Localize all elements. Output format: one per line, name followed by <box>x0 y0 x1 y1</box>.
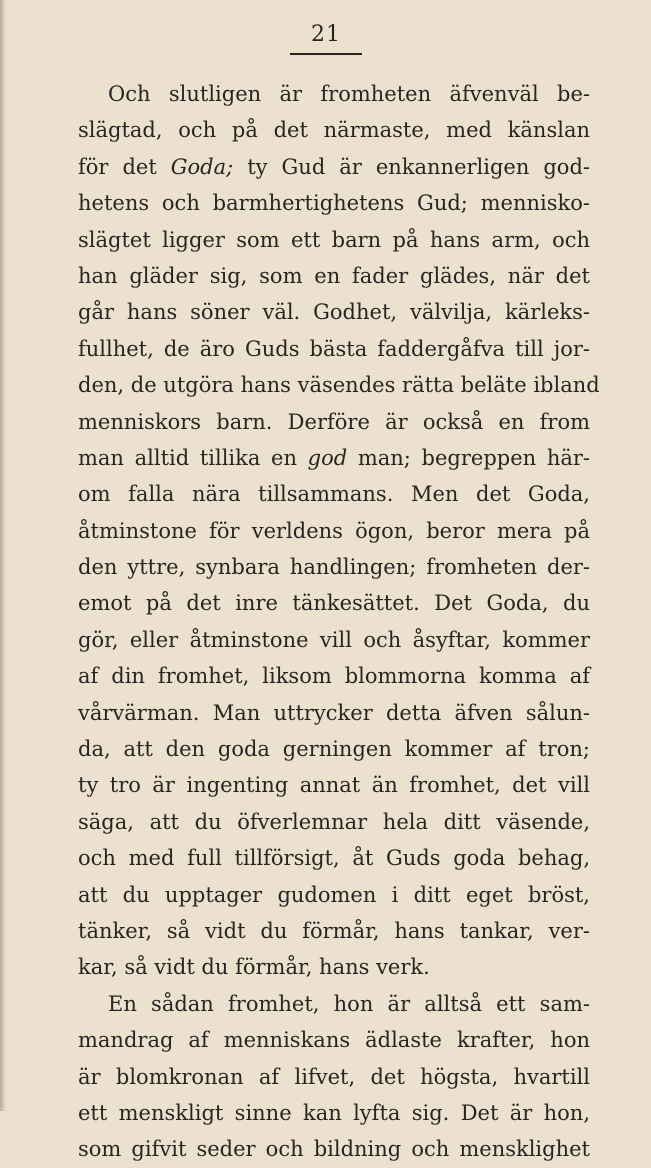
text-segment: åtminstone för verldens ögon, beror mera på <box>78 518 590 543</box>
text-line <box>78 549 590 585</box>
text-segment: ett menskligt sinne kan lyfta sig. Det är hon, <box>78 1100 590 1125</box>
text-segment: fullhet, de äro Guds bästa faddergåfva till jor- <box>78 336 590 361</box>
text-segment: om falla nära tillsammans. Men det Goda, <box>78 482 590 507</box>
text-line <box>78 949 590 985</box>
text-segment: för det <box>78 154 171 179</box>
text-line <box>78 1095 590 1131</box>
text-line <box>78 658 590 694</box>
text-segment: slägtad, och på det närmaste, med känslan <box>78 118 590 143</box>
text-line <box>78 331 590 367</box>
text-line <box>78 986 590 1022</box>
text-line <box>78 1059 590 1095</box>
text-segment: emot på det inre tänkesättet. Det Goda, du <box>78 591 590 616</box>
page-number-rule <box>290 53 362 55</box>
text-line <box>78 258 590 294</box>
text-segment: hetens och barmhertighetens Gud; mennisko- <box>78 191 590 216</box>
text-segment: är blomkronan af lifvet, det högsta, hvartill <box>78 1064 590 1089</box>
body-text <box>78 76 600 1168</box>
text-line <box>78 513 590 549</box>
emphasized-text: Goda; <box>170 154 234 179</box>
text-segment: ty tro är ingenting annat än fromhet, det vill <box>78 773 590 798</box>
text-segment: slägtet ligger som ett barn på hans arm, och <box>78 227 590 252</box>
text-line <box>78 404 590 440</box>
text-segment: tänker, så vidt du förmår, hans tankar, ver- <box>78 918 590 943</box>
emphasized-text: god <box>307 445 348 470</box>
text-line <box>78 622 590 658</box>
page-number: 21 <box>311 22 341 47</box>
text-segment: och med full tillförsigt, åt Guds goda behag, <box>78 846 590 871</box>
text-line <box>78 585 590 621</box>
text-line <box>78 76 590 112</box>
text-line <box>78 149 590 185</box>
text-segment: menniskors barn. Derföre är också en from <box>78 409 590 434</box>
text-line <box>78 731 590 767</box>
text-segment: den, de utgöra hans väsendes rätta beläte ibland <box>78 373 600 398</box>
text-line <box>78 476 590 512</box>
text-line <box>78 877 590 913</box>
text-segment: man alltid tillika en <box>78 445 308 470</box>
text-line <box>78 913 590 949</box>
text-line <box>78 440 590 476</box>
text-segment: säga, att du öfverlemnar hela ditt väsende, <box>78 809 590 834</box>
text-segment: kar, så vidt du förmår, hans verk. <box>78 955 430 980</box>
text-line <box>78 1131 590 1167</box>
text-segment: den yttre, synbara handlingen; fromheten der- <box>78 555 590 580</box>
page-edge-shadow <box>0 0 6 1111</box>
text-line <box>78 767 590 803</box>
text-segment: mandrag af menniskans ädlaste krafter, hon <box>78 1028 590 1053</box>
text-segment: gör, eller åtminstone vill och åsyftar, kommer <box>78 627 590 652</box>
text-line <box>78 804 590 840</box>
text-segment: att du upptager gudomen i ditt eget bröst, <box>78 882 590 907</box>
text-segment: som gifvit seder och bildning och mensklighet <box>78 1137 590 1162</box>
text-line <box>78 112 590 148</box>
text-line <box>78 222 590 258</box>
text-segment: Och slutligen är fromheten äfvenväl be- <box>108 82 590 106</box>
text-line <box>78 294 590 330</box>
text-segment: man; begreppen här- <box>347 445 590 470</box>
text-segment: af din fromhet, liksom blommorna komma af <box>78 664 590 689</box>
text-segment: da, att den goda gerningen kommer af tron; <box>78 737 590 762</box>
text-line <box>78 695 590 731</box>
text-segment: han gläder sig, som en fader glädes, när det <box>78 263 590 288</box>
text-segment: går hans söner väl. Godhet, välvilja, kärleks- <box>78 300 590 325</box>
text-segment: vårvärman. Man uttrycker detta äfven sålun- <box>78 700 590 725</box>
text-segment: En sådan fromhet, hon är alltså ett sam- <box>108 991 590 1016</box>
text-line <box>78 367 600 403</box>
text-line <box>78 185 590 221</box>
text-line <box>78 1022 590 1058</box>
text-segment: ty Gud är enkannerligen god- <box>233 154 590 179</box>
text-line <box>78 840 590 876</box>
